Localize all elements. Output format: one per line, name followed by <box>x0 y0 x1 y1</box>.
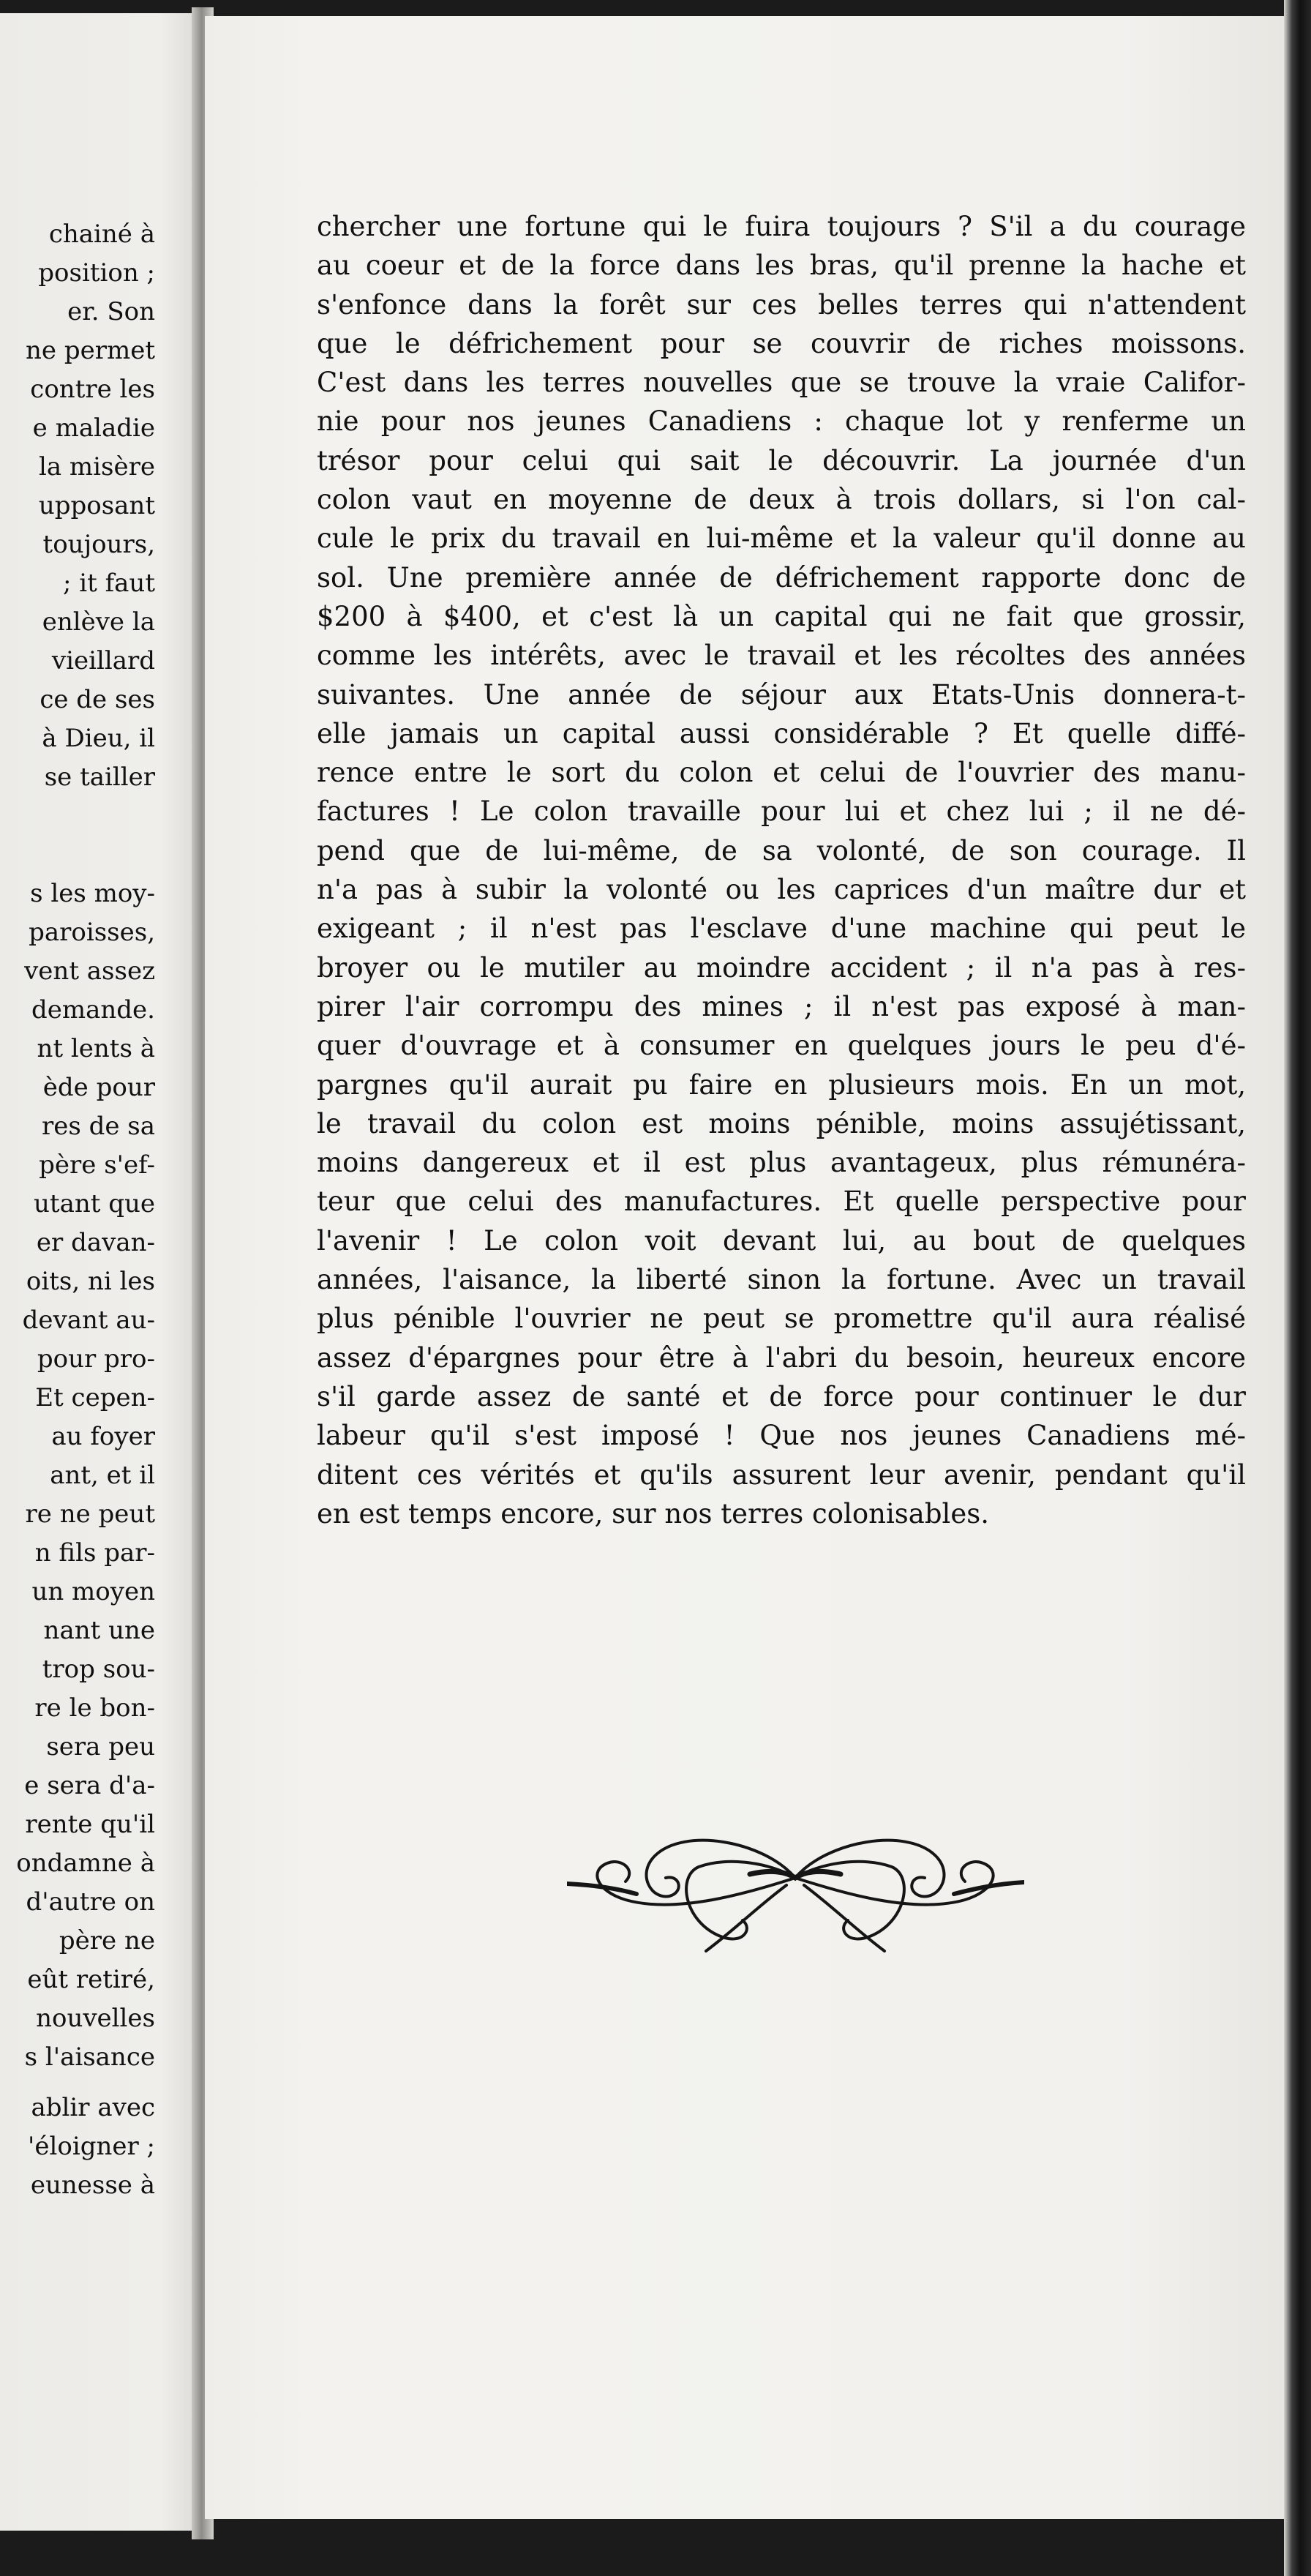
text-line: s'il garde assez de santé et de force pour continuer le dur <box>317 1380 1246 1412</box>
left-page-line <box>0 797 155 836</box>
left-page-line: ède pour <box>42 1073 155 1102</box>
left-page-line: ablir avec <box>31 2093 155 2122</box>
text-line: assez d'épargnes pour être à l'abri du besoin, heureux encore <box>317 1341 1246 1374</box>
text-line: exigeant ; il n'est pas l'esclave d'une machine qui peut le <box>317 913 1246 945</box>
left-page-line: s les moy- <box>30 879 155 908</box>
left-page-text-bottom <box>0 2089 155 2205</box>
text-line: pargnes qu'il aurait pu faire en plusieurs mois. En un mot, <box>317 1068 1246 1101</box>
left-page-line: res de sa <box>41 1112 155 1141</box>
text-line: plus pénible l'ouvrier ne peut se promettre qu'il aura réalisé <box>317 1303 1246 1335</box>
left-page-line: eût retiré, <box>27 1965 155 1994</box>
text-line: pend que de lui-même, de sa volonté, de son courage. Il <box>317 834 1246 866</box>
left-page-line: ; it faut <box>62 569 155 598</box>
text-line: sol. Une première année de défrichement rapporte donc de <box>317 561 1246 594</box>
text-line: chercher une fortune qui le fuira toujours ? S'il a du courage <box>317 211 1246 242</box>
left-page-line: vent assez <box>24 956 155 986</box>
text-line: colon vaut en moyenne de deux à trois dollars, si l'on cal- <box>317 484 1246 516</box>
left-page-line: ce de ses <box>40 685 155 714</box>
left-page-line: nouvelles <box>36 2004 155 2033</box>
left-page-line: upposant <box>38 491 155 520</box>
left-page-line: enlève la <box>42 607 155 637</box>
left-page-line: s l'aisance <box>24 2043 155 2072</box>
left-page-line: er. Son <box>67 297 155 326</box>
left-page-line: paroisses, <box>29 918 155 947</box>
left-page-line: 'éloigner ; <box>28 2132 155 2161</box>
left-page-line: au foyer <box>51 1422 155 1451</box>
left-page-line: chainé à <box>48 220 155 249</box>
text-line: en est temps encore, sur nos terres colonisables. <box>317 1497 990 1530</box>
left-page-line: utant que <box>34 1189 155 1218</box>
text-line: teur que celui des manufactures. Et quelle perspective pour <box>317 1186 1246 1218</box>
left-page-line: sera peu <box>46 1732 155 1761</box>
left-page-line: nant une <box>43 1616 155 1645</box>
left-page-line: re ne peut <box>25 1499 155 1529</box>
text-line: l'avenir ! Le colon voit devant lui, au bout de quelques <box>317 1224 1246 1257</box>
text-line: rence entre le sort du colon et celui de l'ouvrier des manu- <box>317 757 1246 789</box>
left-page-line: à Dieu, il <box>42 724 155 753</box>
left-page-line: toujours, <box>42 530 155 559</box>
left-page-line: ant, et il <box>50 1461 155 1490</box>
text-line: broyer ou le mutiler au moindre accident ; il n'a pas à res- <box>317 951 1246 984</box>
scroll-flourish-ornament-icon <box>567 1812 1024 1958</box>
left-page-line: devant au- <box>22 1306 155 1335</box>
text-line: nie pour nos jeunes Canadiens : chaque lot y renferme un <box>317 405 1246 438</box>
left-page-line: contre les <box>30 375 155 404</box>
left-page-line: d'autre on <box>26 1887 155 1917</box>
left-page-text <box>0 215 155 2077</box>
text-line: $200 à $400, et c'est là un capital qui ne fait que grossir, <box>317 600 1246 632</box>
text-line: labeur qu'il s'est imposé ! Que nos jeunes Canadiens mé- <box>317 1420 1246 1452</box>
text-line: ditent ces vérités et qu'ils assurent leur avenir, pendant qu'il <box>317 1459 1246 1491</box>
text-line: suivantes. Une année de séjour aux Etats-Unis donnera-t- <box>317 678 1246 711</box>
left-page-line: demande. <box>31 995 155 1025</box>
left-page-line: ondamne à <box>16 1849 155 1878</box>
left-page-line: oits, ni les <box>26 1267 155 1296</box>
left-page-line: se tailler <box>44 763 155 792</box>
text-line: elle jamais un capital aussi considérable ? Et quelle diffé- <box>317 717 1246 749</box>
left-page-line <box>0 836 155 875</box>
text-line: que le défrichement pour se couvrir de riches moissons. <box>317 327 1246 359</box>
text-line: le travail du colon est moins pénible, moins assujétissant, <box>317 1107 1246 1139</box>
left-page-line: rente qu'il <box>25 1810 155 1839</box>
text-line: n'a pas à subir la volonté ou les caprices d'un maître dur et <box>317 874 1246 906</box>
text-line: quer d'ouvrage et à consumer en quelques jours le peu d'é- <box>317 1030 1246 1062</box>
left-page-line: trop sou- <box>42 1655 155 1684</box>
left-page-line: eunesse à <box>30 2171 155 2200</box>
left-page-line: un moyen <box>31 1577 155 1606</box>
left-page-line: e sera d'a- <box>24 1771 155 1800</box>
text-line: factures ! Le colon travaille pour lui et chez lui ; il ne dé- <box>317 795 1246 828</box>
text-line: C'est dans les terres nouvelles que se trouve la vraie Califor- <box>317 367 1246 399</box>
text-line: années, l'aisance, la liberté sinon la fortune. Avec un travail <box>317 1264 1246 1296</box>
left-page <box>0 13 201 2531</box>
left-page-line: n fils par- <box>34 1538 155 1568</box>
left-page-line: position ; <box>38 258 155 288</box>
left-page-line: nt lents à <box>37 1034 155 1063</box>
left-page-line: ne permet <box>26 336 155 365</box>
text-line: cule le prix du travail en lui-même et la valeur qu'il donne au <box>317 523 1246 555</box>
left-page-line: père s'ef- <box>39 1150 155 1180</box>
left-page-line: la misère <box>38 452 155 482</box>
left-page-line: père ne <box>59 1926 155 1955</box>
page-edge <box>1284 0 1311 2576</box>
text-line: moins dangereux et il est plus avantageux, plus rémunéra- <box>317 1147 1246 1179</box>
left-page-line: vieillard <box>51 646 155 675</box>
text-line: pirer l'air corrompu des mines ; il n'est pas exposé à man- <box>317 990 1246 1022</box>
left-page-line: pour pro- <box>37 1344 155 1374</box>
left-page-line: re le bon- <box>34 1693 155 1723</box>
left-page-line: e maladie <box>32 413 155 443</box>
left-page-line: er davan- <box>36 1228 155 1257</box>
text-line: s'enfonce dans la forêt sur ces belles terres qui n'attendent <box>317 288 1246 321</box>
text-line: au coeur et de la force dans les bras, qu'il prenne la hache et <box>317 250 1246 282</box>
left-page-line: Et cepen- <box>35 1383 155 1412</box>
main-paragraph <box>317 207 1246 1533</box>
text-line: comme les intérêts, avec le travail et les récoltes des années <box>317 640 1246 672</box>
text-line: trésor pour celui qui sait le découvrir. La journée d'un <box>317 444 1246 476</box>
